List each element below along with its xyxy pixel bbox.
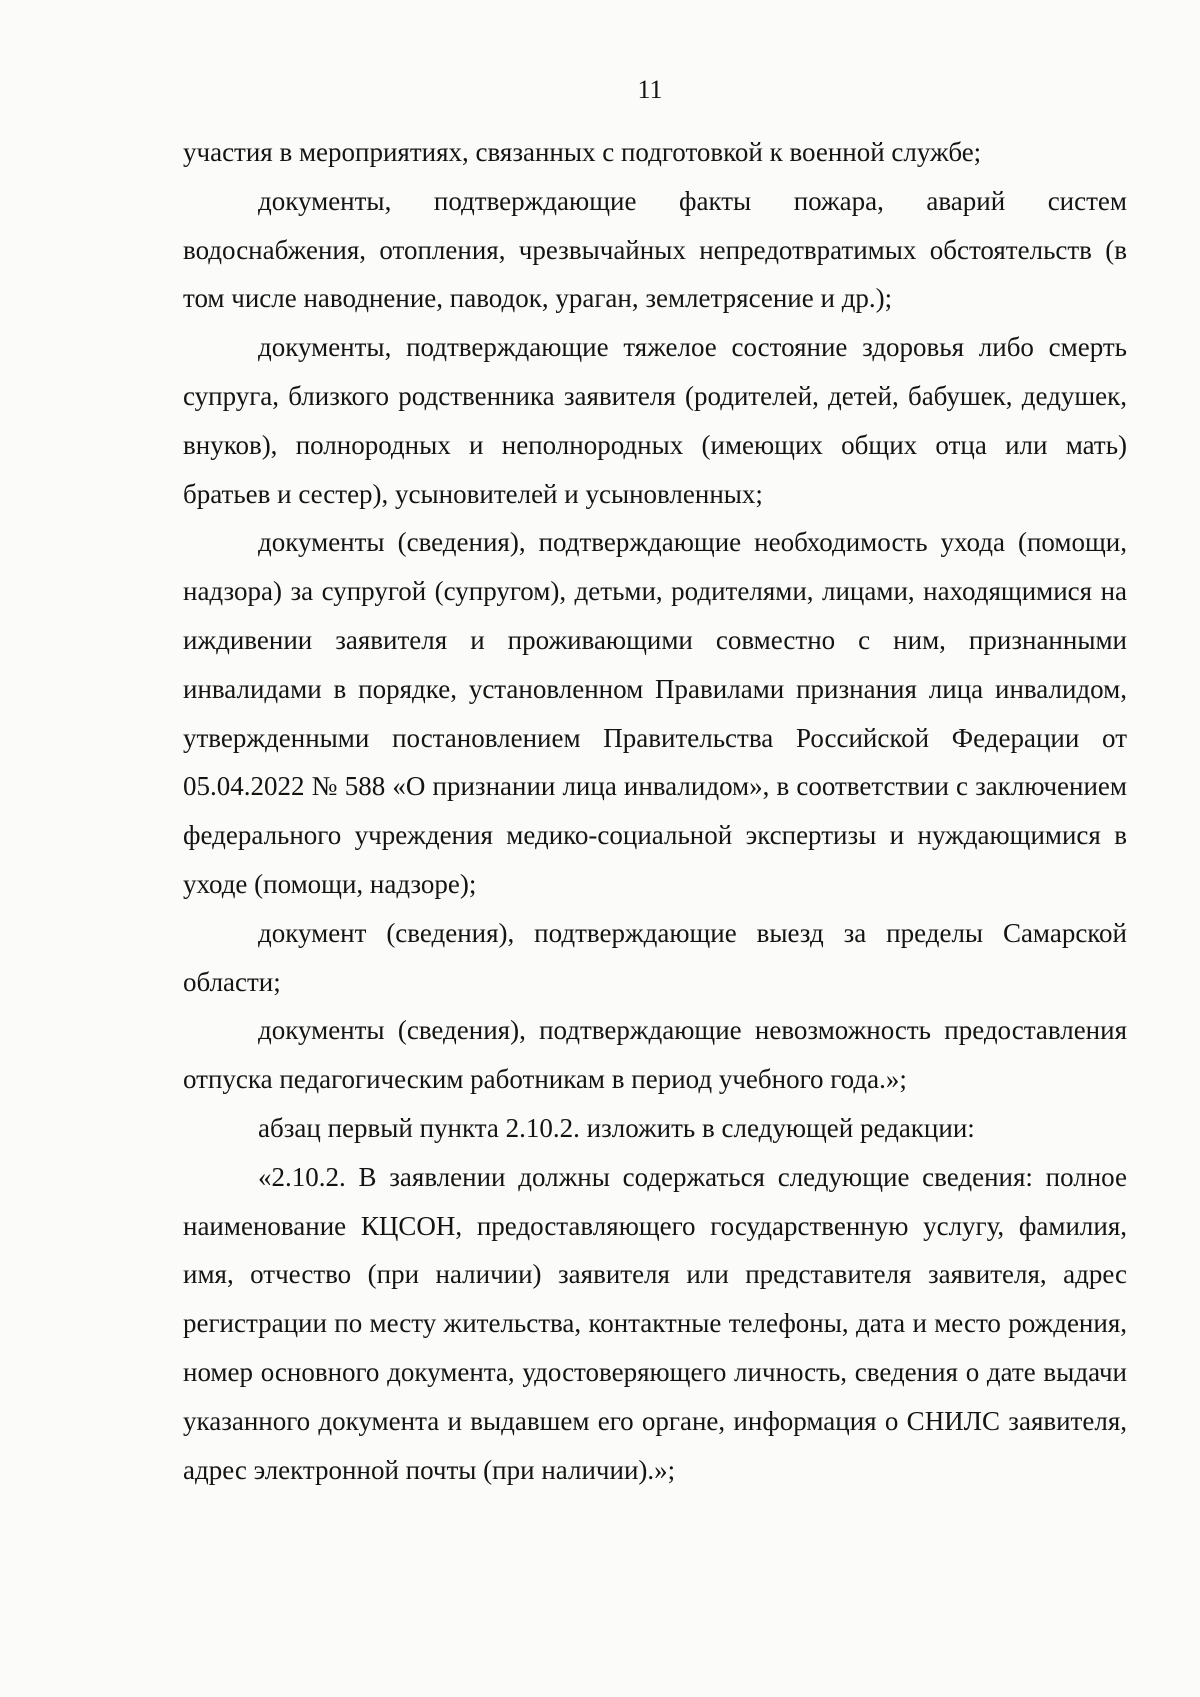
paragraph-fire-accident: документы, подтверждающие факты пожара, аварий систем водоснабжения, отопления, чрезвычайных непредотвратимых обстоятельств (в том числе наводнение, паводок, ураган, землетрясение и др.); — [183, 185, 1127, 314]
paragraph-care-disabled: документы (сведения), подтверждающие необходимость ухода (помощи, надзора) за супругой (супругом), детьми, родителями, лицами, находящимися на иждивении заявителя и проживающими совместно с ним, признанными инвалидами в порядке, установленном Правилами признания лица инвалидом, утвержденными постановлением Правительства Российской Федерации от 05.04.2022 № 588 «О признании лица инвалидом», в соответствии с заключением федерального учреждения медико-социальной экспертизы и нуждающимися в уходе (помощи, надзоре); — [183, 527, 1127, 899]
paragraph-military-service: участия в мероприятиях, связанных с подготовкой к военной службе; — [183, 137, 982, 167]
paragraph-health-relatives: документы, подтверждающие тяжелое состояние здоровья либо смерть супруга, близкого родственника заявителя (родителей, детей, бабушек, дедушек, внуков), полнородных и неполнородных (имеющих общих отца или мать) братьев и сестер), усыновителей и усыновленных; — [183, 332, 1127, 509]
document-body — [183, 128, 1127, 1494]
paragraph-teacher-leave: документы (сведения), подтверждающие невозможность предоставления отпуска педагогическим работникам в период учебного года.»; — [183, 1015, 1127, 1095]
paragraph-application-contents: «2.10.2. В заявлении должны содержаться следующие сведения: полное наименование КЦСОН, предоставляющего государственную услугу, фамилия, имя, отчество (при наличии) заявителя или представителя заявителя, адрес регистрации по месту жительства, контактные телефоны, дата и место рождения, номер основного документа, удостоверяющего личность, сведения о дате выдачи указанного документа и выдавшем его органе, информация о СНИЛС заявителя, адрес электронной почты (при наличии).»; — [183, 1161, 1127, 1485]
page-number: 11 — [637, 75, 663, 104]
paragraph-departure-region: документ (сведения), подтверждающие выезд за пределы Самарской области; — [183, 917, 1127, 997]
paragraph-amendment-intro: абзац первый пункта 2.10.2. изложить в следующей редакции: — [258, 1112, 975, 1143]
